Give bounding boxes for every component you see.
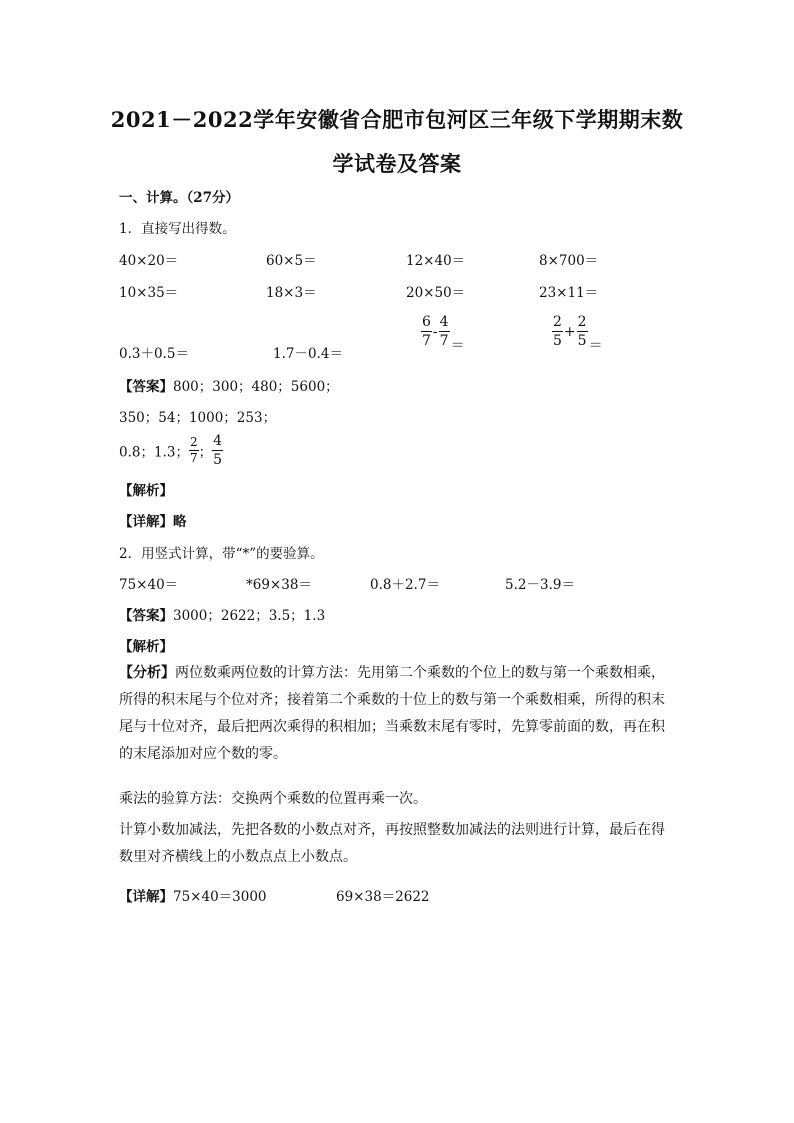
q2-prompt: 2．用竖式计算，带“*”的要验算。 xyxy=(119,546,324,562)
q1-item: 23×11＝ xyxy=(539,285,599,301)
q1-item: 40×20＝ xyxy=(119,253,179,269)
q2-detail: 【详解】75×40＝3000 xyxy=(119,889,267,905)
section-heading-calc: 一、计算。（27分） xyxy=(119,190,240,206)
fraction: $\frac{2}{5}$ xyxy=(577,314,587,349)
q2-answer: 【答案】3000；2622；3.5；1.3 xyxy=(119,608,326,624)
document-title-line2: 学试卷及答案 xyxy=(332,151,462,176)
q2-verification-paragraph: 乘法的验算方法：交换两个乘数的位置再乘一次。 xyxy=(119,791,427,807)
fraction: $\frac{4}{5}$ xyxy=(213,433,223,468)
answer-tag: 【答案】 xyxy=(119,608,173,624)
fraction: $\frac{6}{7}$ xyxy=(422,314,431,349)
fraction: $\frac{4}{7}$ xyxy=(439,314,449,349)
q2-analysis-heading: 【解析】 xyxy=(119,639,173,655)
q2-decimal-paragraph: 计算小数加减法，先把各数的小数点对齐，再按照整数加减法的法则进行计算，最后在得数里对齐横线上的小数点点上小数点。 xyxy=(119,822,665,865)
q1-answer-line1: 【答案】800；300；480；5600； xyxy=(119,379,339,395)
q1-answer-line3: 0.8；1.3； $\frac{2}{7}$ ； $\frac{4}{5}$ xyxy=(119,433,223,468)
q2-item: 0.8＋2.7＝ xyxy=(370,577,440,593)
q1-item: 18×3＝ xyxy=(266,285,317,301)
fraction: $\frac{2}{5}$ xyxy=(553,314,562,349)
q1-item: 8×700＝ xyxy=(539,253,599,269)
q1-item: 12×40＝ xyxy=(406,253,466,269)
q1-detail: 【详解】略 xyxy=(119,514,187,530)
q1-analysis-heading: 【解析】 xyxy=(119,483,173,499)
q1-item: 1.7－0.4＝ xyxy=(273,346,343,362)
q2-item: 5.2－3.9＝ xyxy=(505,577,575,593)
q1-fraction-expression: $\frac{2}{5}$ + $\frac{2}{5}$ ＝ xyxy=(553,314,603,354)
q2-item: *69×38＝ xyxy=(246,577,312,593)
analysis-tag: 【分析】 xyxy=(119,665,175,681)
q2-detail-b: 69×38＝2622 xyxy=(336,889,430,905)
q1-item: 60×5＝ xyxy=(266,253,317,269)
q1-prompt: 1．直接写出得数。 xyxy=(119,221,236,237)
answer-tag: 【答案】 xyxy=(119,379,173,395)
document-title-line1: 2021－2022学年安徽省合肥市包河区三年级下学期期末数 xyxy=(110,107,684,132)
fraction: $\frac{2}{7}$ xyxy=(189,435,198,465)
q1-item: 0.3＋0.5＝ xyxy=(119,346,189,362)
q1-item: 10×35＝ xyxy=(119,285,179,301)
detail-tag: 【详解】 xyxy=(119,889,173,905)
q2-analysis-paragraph: 【分析】两位数乘两位数的计算方法：先用第二个乘数的个位上的数与第一个乘数相乘，所得的积末尾与个位对齐；接着第二个乘数的十位上的数与第一个乘数相乘，所得的积末尾与十位对齐，最后把两次乘得的积相加；当乘数末尾有零时，先算零前面的数，再在积的末尾添加对应个数的零。 xyxy=(119,665,665,762)
q2-item: 75×40＝ xyxy=(119,577,179,593)
q1-answer-line2: 350；54；1000；253； xyxy=(119,410,277,426)
q1-item: 20×50＝ xyxy=(406,285,466,301)
q1-fraction-expression: $\frac{6}{7}$ - $\frac{4}{7}$ ＝ xyxy=(422,314,465,354)
